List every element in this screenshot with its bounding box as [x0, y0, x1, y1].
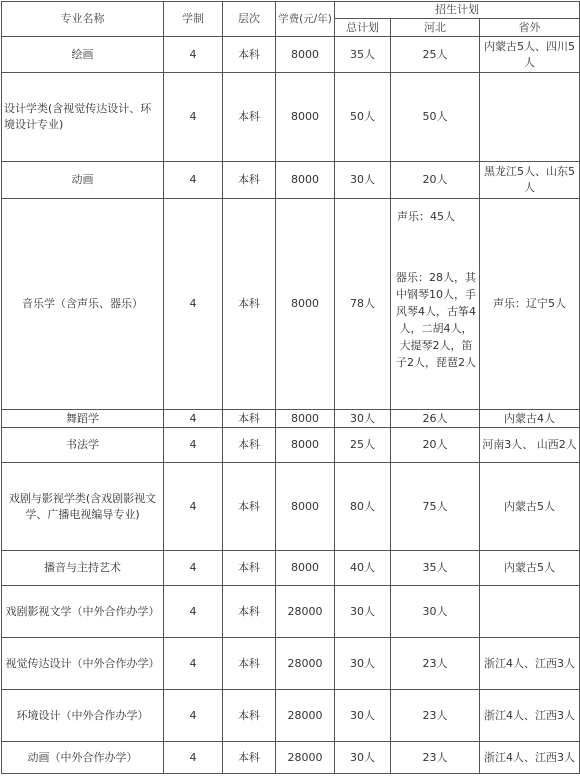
cell-total: 30人 — [335, 410, 391, 428]
cell-hebei: 75人 — [391, 463, 480, 551]
cell-tuition: 28000 — [276, 638, 335, 690]
enrollment-table — [1, 1, 580, 774]
cell-level: 本科 — [223, 551, 276, 586]
cell-duration: 4 — [164, 690, 223, 742]
cell-tuition: 28000 — [276, 690, 335, 742]
cell-major: 环境设计（中外合作办学） — [2, 690, 164, 742]
header-plan-group: 招生计划 — [335, 2, 580, 19]
cell-major: 绘画 — [2, 37, 164, 73]
cell-hebei: 23人 — [391, 638, 480, 690]
cell-total: 35人 — [335, 37, 391, 73]
cell-hebei: 50人 — [391, 73, 480, 162]
cell-level: 本科 — [223, 410, 276, 428]
cell-outside: 内蒙古4人 — [480, 410, 580, 428]
cell-hebei: 35人 — [391, 551, 480, 586]
cell-total: 30人 — [335, 690, 391, 742]
cell-tuition: 8000 — [276, 199, 335, 410]
cell-duration: 4 — [164, 199, 223, 410]
cell-outside: 浙江4人、江西3人 — [480, 638, 580, 690]
cell-major: 播音与主持艺术 — [2, 551, 164, 586]
cell-major: 设计学类(含视觉传达设计、环境设计专业) — [2, 73, 164, 162]
cell-outside: 声乐：辽宁5人 — [480, 199, 580, 410]
cell-outside: 浙江4人、江西3人 — [480, 742, 580, 774]
table-row — [2, 37, 580, 73]
cell-total: 25人 — [335, 428, 391, 463]
cell-level: 本科 — [223, 73, 276, 162]
cell-duration: 4 — [164, 463, 223, 551]
cell-tuition: 8000 — [276, 37, 335, 73]
cell-major: 舞蹈学 — [2, 410, 164, 428]
cell-hebei: 30人 — [391, 586, 480, 638]
cell-tuition: 8000 — [276, 428, 335, 463]
header-tuition: 学费(元/年) — [276, 2, 335, 37]
table-row — [2, 73, 580, 162]
cell-tuition: 8000 — [276, 551, 335, 586]
hebei-vocal-quota: 声乐：45人 — [397, 210, 455, 223]
cell-total: 30人 — [335, 162, 391, 199]
cell-level: 本科 — [223, 742, 276, 774]
cell-duration: 4 — [164, 428, 223, 463]
cell-duration: 4 — [164, 586, 223, 638]
cell-outside: 内蒙古5人、四川5人 — [480, 37, 580, 73]
cell-major: 音乐学（含声乐、器乐） — [2, 199, 164, 410]
cell-total: 30人 — [335, 586, 391, 638]
cell-outside: 浙江4人、江西3人 — [480, 690, 580, 742]
cell-level: 本科 — [223, 586, 276, 638]
cell-total: 80人 — [335, 463, 391, 551]
table-row — [2, 410, 580, 428]
cell-duration: 4 — [164, 638, 223, 690]
header-hebei: 河北 — [391, 19, 480, 37]
cell-outside — [480, 73, 580, 162]
table-row — [2, 638, 580, 690]
cell-tuition: 8000 — [276, 73, 335, 162]
cell-duration: 4 — [164, 410, 223, 428]
cell-hebei: 20人 — [391, 162, 480, 199]
cell-tuition: 28000 — [276, 586, 335, 638]
cell-level: 本科 — [223, 638, 276, 690]
cell-major: 视觉传达设计（中外合作办学） — [2, 638, 164, 690]
cell-level: 本科 — [223, 162, 276, 199]
cell-hebei: 23人 — [391, 690, 480, 742]
table-row — [2, 551, 580, 586]
cell-total: 40人 — [335, 551, 391, 586]
cell-total: 30人 — [335, 742, 391, 774]
cell-outside: 黑龙江5人、山东5人 — [480, 162, 580, 199]
cell-major: 动画 — [2, 162, 164, 199]
table-row — [2, 199, 580, 410]
table-row — [2, 586, 580, 638]
cell-level: 本科 — [223, 463, 276, 551]
cell-hebei — [391, 199, 480, 410]
cell-hebei: 20人 — [391, 428, 480, 463]
cell-major: 戏剧影视文学（中外合作办学） — [2, 586, 164, 638]
cell-major: 戏剧与影视学类(含戏剧影视文学、广播电视编导专业) — [2, 463, 164, 551]
cell-duration: 4 — [164, 162, 223, 199]
table-row — [2, 428, 580, 463]
header-major: 专业名称 — [2, 2, 164, 37]
cell-outside — [480, 586, 580, 638]
cell-tuition: 28000 — [276, 742, 335, 774]
cell-total: 30人 — [335, 638, 391, 690]
table-row — [2, 742, 580, 774]
table-row — [2, 162, 580, 199]
cell-major: 动画（中外合作办学） — [2, 742, 164, 774]
cell-hebei: 26人 — [391, 410, 480, 428]
cell-hebei: 25人 — [391, 37, 480, 73]
cell-level: 本科 — [223, 690, 276, 742]
cell-duration: 4 — [164, 37, 223, 73]
table-row — [2, 463, 580, 551]
cell-total: 78人 — [335, 199, 391, 410]
cell-tuition: 8000 — [276, 410, 335, 428]
table-row — [2, 690, 580, 742]
cell-hebei: 23人 — [391, 742, 480, 774]
cell-duration: 4 — [164, 742, 223, 774]
cell-tuition: 8000 — [276, 463, 335, 551]
cell-level: 本科 — [223, 428, 276, 463]
header-total: 总计划 — [335, 19, 391, 37]
cell-outside: 内蒙古5人 — [480, 551, 580, 586]
cell-level: 本科 — [223, 37, 276, 73]
cell-level: 本科 — [223, 199, 276, 410]
header-outside: 省外 — [480, 19, 580, 37]
cell-outside: 内蒙古5人 — [480, 463, 580, 551]
cell-tuition: 8000 — [276, 162, 335, 199]
cell-total: 50人 — [335, 73, 391, 162]
cell-duration: 4 — [164, 551, 223, 586]
header-duration: 学制 — [164, 2, 223, 37]
cell-duration: 4 — [164, 73, 223, 162]
cell-outside: 河南3人、 山西2人 — [480, 428, 580, 463]
cell-major: 书法学 — [2, 428, 164, 463]
hebei-instrument-quota: 器乐：28人，其中钢琴10人，手风琴4人，古筝4人，二胡4人，大提琴2人，笛子2人，琵琶2人 — [396, 271, 476, 369]
header-level: 层次 — [223, 2, 276, 37]
